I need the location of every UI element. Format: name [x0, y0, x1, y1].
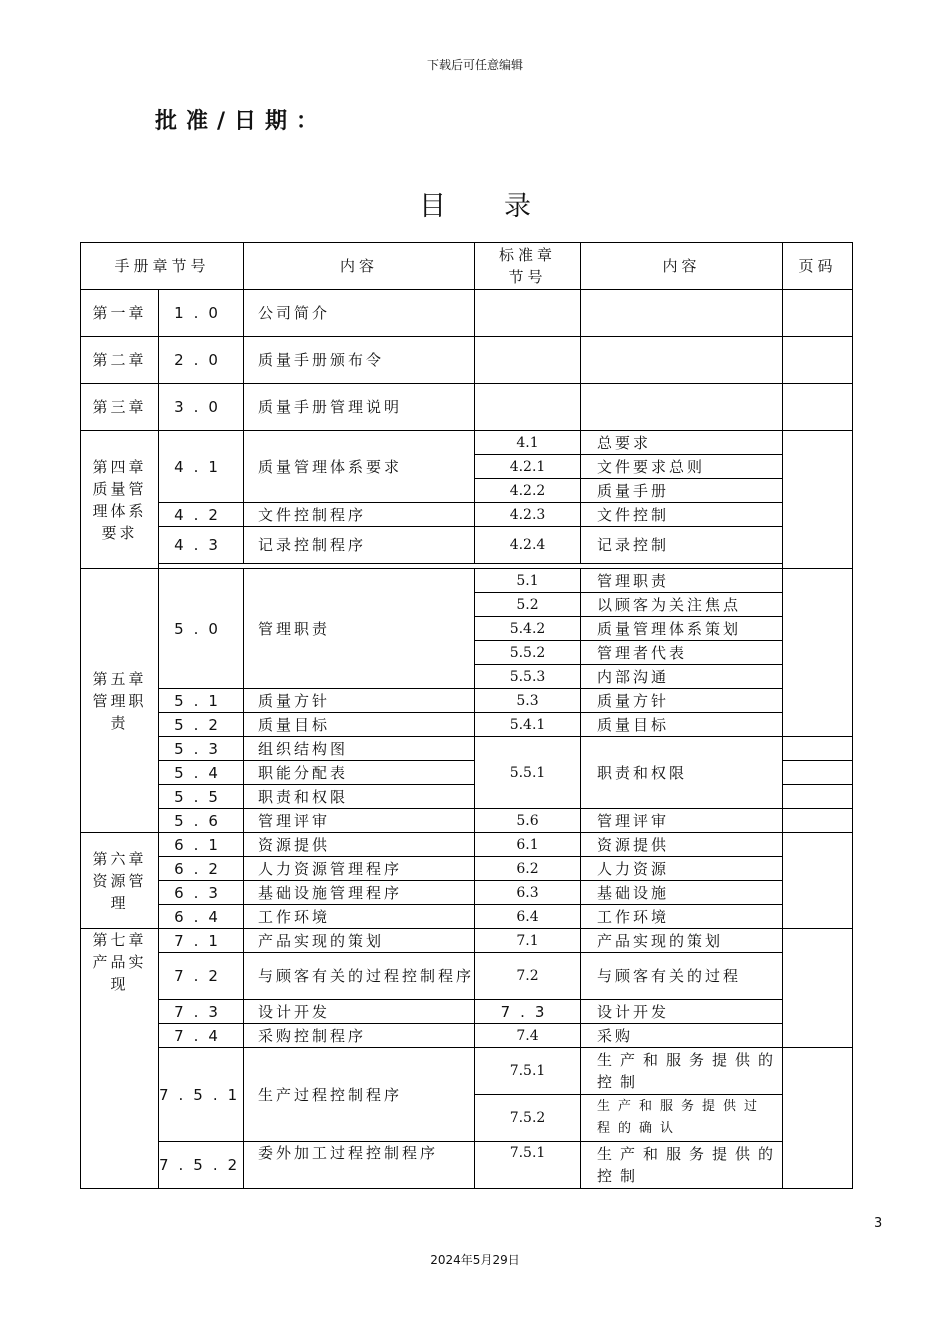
section-content: 管理职责	[244, 569, 475, 689]
chapter-label: 第一章	[81, 290, 159, 337]
std-content: 管理者代表	[581, 641, 783, 665]
header-note: 下载后可任意编辑	[426, 58, 523, 72]
std-number: 4.2.1	[475, 455, 581, 479]
std-number: 4.2.4	[475, 527, 581, 564]
table-row	[81, 737, 853, 761]
section-number: 5.0	[159, 569, 244, 689]
std-content: 人力资源	[581, 857, 783, 881]
std-content	[581, 384, 783, 431]
section-number: 6.2	[159, 857, 244, 881]
section-content: 产品实现的策划	[244, 929, 475, 953]
std-number: 4.1	[475, 431, 581, 455]
header-content-2: 内容	[581, 243, 783, 290]
page-cell	[783, 337, 853, 384]
section-number: 7.5.1	[159, 1048, 244, 1142]
section-content: 文件控制程序	[244, 503, 475, 527]
section-content: 资源提供	[244, 833, 475, 857]
page-cell	[783, 569, 853, 737]
std-content: 资源提供	[581, 833, 783, 857]
std-content: 管理评审	[581, 809, 783, 833]
table-row	[81, 337, 853, 384]
section-number: 7.2	[159, 953, 244, 1000]
page-cell	[783, 290, 853, 337]
header-page: 页码	[783, 243, 853, 290]
std-number	[475, 384, 581, 431]
section-number: 5.3	[159, 737, 244, 761]
table-row	[81, 833, 853, 857]
std-number: 5.3	[475, 689, 581, 713]
footer-date: 2024年5月29日	[430, 1253, 520, 1267]
std-number: 5.5.1	[475, 737, 581, 809]
table-row	[81, 929, 853, 953]
std-content: 内部沟通	[581, 665, 783, 689]
section-content: 职能分配表	[244, 761, 475, 785]
table-row	[81, 905, 853, 929]
std-number: 4.2.2	[475, 479, 581, 503]
table-row	[81, 953, 853, 1000]
header-chapter-section: 手册章节号	[81, 243, 244, 290]
std-number: 7.2	[475, 953, 581, 1000]
page-cell	[783, 929, 853, 1048]
std-content	[581, 290, 783, 337]
std-content: 质量手册	[581, 479, 783, 503]
section-number: 6.1	[159, 833, 244, 857]
std-number: 7.1	[475, 929, 581, 953]
page-cell	[783, 737, 853, 761]
table-row	[81, 290, 853, 337]
std-content: 管理职责	[581, 569, 783, 593]
std-content: 文件控制	[581, 503, 783, 527]
section-number: 7.4	[159, 1024, 244, 1048]
page-number: 3	[874, 1216, 883, 1231]
page-cell	[783, 809, 853, 833]
section-number: 6.3	[159, 881, 244, 905]
section-number: 2.0	[159, 337, 244, 384]
page-cell	[783, 1048, 853, 1189]
std-content: 质量目标	[581, 713, 783, 737]
table-row	[81, 809, 853, 833]
std-number: 5.2	[475, 593, 581, 617]
section-number: 7.1	[159, 929, 244, 953]
table-row	[81, 857, 853, 881]
std-number: 7.5.1	[475, 1142, 581, 1189]
section-number: 4.1	[159, 431, 244, 503]
section-content: 生产过程控制程序	[244, 1048, 475, 1142]
std-content: 质量方针	[581, 689, 783, 713]
std-number: 4.2.3	[475, 503, 581, 527]
section-content: 人力资源管理程序	[244, 857, 475, 881]
std-content: 生产和服务提供的控制	[581, 1048, 783, 1095]
table-row	[81, 689, 853, 713]
std-number: 5.5.2	[475, 641, 581, 665]
section-number: 5.2	[159, 713, 244, 737]
std-number: 6.4	[475, 905, 581, 929]
section-content: 质量手册颁布令	[244, 337, 475, 384]
section-number: 7.3	[159, 1000, 244, 1024]
table-row	[81, 713, 853, 737]
section-number: 5.4	[159, 761, 244, 785]
std-content: 基础设施	[581, 881, 783, 905]
section-content: 质量手册管理说明	[244, 384, 475, 431]
section-content: 管理评审	[244, 809, 475, 833]
section-content: 委外加工过程控制程序	[244, 1142, 475, 1189]
section-content: 质量目标	[244, 713, 475, 737]
header-content: 内容	[244, 243, 475, 290]
table-row	[81, 1024, 853, 1048]
section-content: 设计开发	[244, 1000, 475, 1024]
std-content: 与顾客有关的过程	[581, 953, 783, 1000]
std-content: 职责和权限	[581, 737, 783, 809]
section-content: 质量管理体系要求	[244, 431, 475, 503]
section-number: 7.5.2	[159, 1142, 244, 1189]
chapter-label: 第七章产品实现	[81, 929, 159, 1189]
std-content: 总要求	[581, 431, 783, 455]
section-content: 组织结构图	[244, 737, 475, 761]
header-standard-section: 标准章节号	[475, 243, 581, 290]
std-content: 以顾客为关注焦点	[581, 593, 783, 617]
page-cell	[783, 785, 853, 809]
std-content: 生产和服务提供过程的确认	[581, 1095, 783, 1142]
std-number: 6.3	[475, 881, 581, 905]
table-row	[81, 1142, 853, 1189]
std-number	[475, 337, 581, 384]
std-content: 工作环境	[581, 905, 783, 929]
std-number: 5.6	[475, 809, 581, 833]
chapter-label: 第二章	[81, 337, 159, 384]
std-content: 生产和服务提供的控制	[581, 1142, 783, 1189]
section-number: 5.1	[159, 689, 244, 713]
section-number: 5.5	[159, 785, 244, 809]
std-content: 采购	[581, 1024, 783, 1048]
chapter-label: 第六章资源管理	[81, 833, 159, 929]
std-content: 产品实现的策划	[581, 929, 783, 953]
table-row	[81, 503, 853, 527]
std-number: 5.4.2	[475, 617, 581, 641]
std-number: 6.1	[475, 833, 581, 857]
section-number: 1.0	[159, 290, 244, 337]
section-content: 工作环境	[244, 905, 475, 929]
table-row	[81, 431, 853, 455]
page-cell	[783, 833, 853, 929]
std-number: 5.5.3	[475, 665, 581, 689]
section-number: 6.4	[159, 905, 244, 929]
page-cell	[783, 384, 853, 431]
toc-table	[80, 242, 853, 1189]
std-number: 5.1	[475, 569, 581, 593]
std-number	[475, 290, 581, 337]
std-content: 文件要求总则	[581, 455, 783, 479]
table-row	[81, 881, 853, 905]
std-number: 6.2	[475, 857, 581, 881]
chapter-label: 第四章质量管理体系要求	[81, 431, 159, 569]
table-row	[81, 1000, 853, 1024]
std-number: 7.4	[475, 1024, 581, 1048]
section-number: 4.2	[159, 503, 244, 527]
table-row	[81, 527, 853, 564]
chapter-label: 第五章管理职责	[81, 569, 159, 833]
table-row	[81, 569, 853, 593]
std-content	[581, 337, 783, 384]
std-number: 7.5.1	[475, 1048, 581, 1095]
section-content: 质量方针	[244, 689, 475, 713]
chapter-label: 第三章	[81, 384, 159, 431]
approval-date-label: 批准/日期：	[155, 109, 328, 134]
table-header-row	[81, 243, 853, 290]
section-number: 5.6	[159, 809, 244, 833]
section-number: 3.0	[159, 384, 244, 431]
std-content: 记录控制	[581, 527, 783, 564]
table-row	[81, 384, 853, 431]
table-row	[81, 1048, 853, 1095]
section-content: 职责和权限	[244, 785, 475, 809]
section-content: 基础设施管理程序	[244, 881, 475, 905]
section-content: 采购控制程序	[244, 1024, 475, 1048]
std-content: 质量管理体系策划	[581, 617, 783, 641]
std-number: 7.3	[475, 1000, 581, 1024]
toc-title: 目录	[419, 191, 589, 222]
section-number: 4.3	[159, 527, 244, 564]
std-content: 设计开发	[581, 1000, 783, 1024]
page-cell	[783, 431, 853, 569]
section-content: 公司简介	[244, 290, 475, 337]
section-content: 记录控制程序	[244, 527, 475, 564]
std-number: 7.5.2	[475, 1095, 581, 1142]
std-number: 5.4.1	[475, 713, 581, 737]
section-content: 与顾客有关的过程控制程序	[244, 953, 475, 1000]
page-cell	[783, 761, 853, 785]
